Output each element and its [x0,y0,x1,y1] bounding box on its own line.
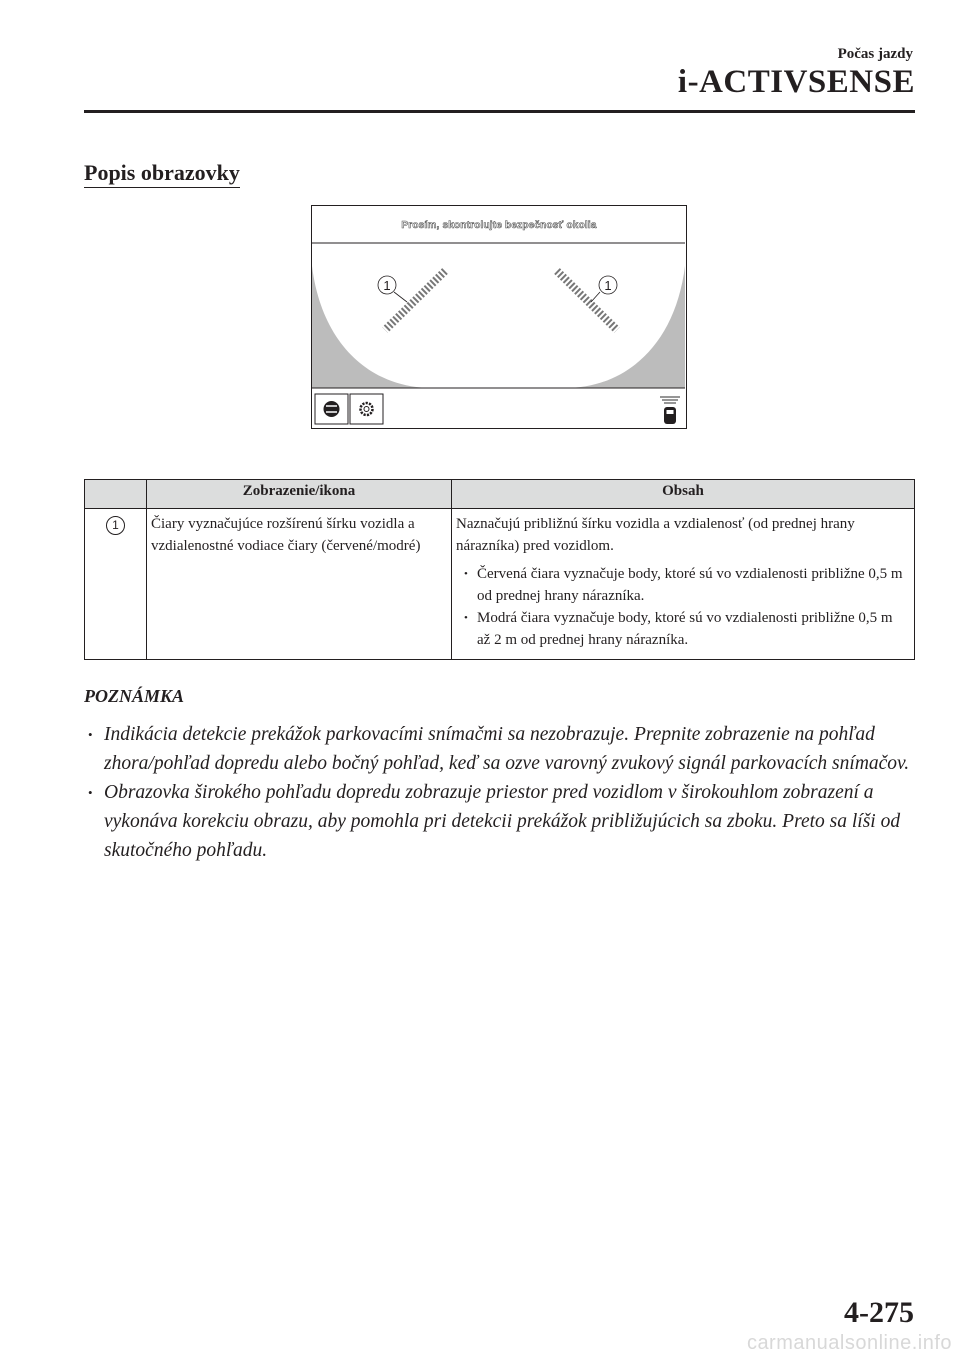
camera-screen-illustration [311,205,687,429]
row-bullet-list [456,563,906,651]
row-number-circle: 1 [106,516,125,535]
list-item: • Obrazovka širokého pohľadu dopredu zobrazuje priestor pred vozidlom v širokouhlom zobrazení a vykonáva korekciu obrazu, aby pomohla pri detekcii prekážok približujúcich sa zboku. Preto sa líši od skutočného pohľadu. [84,778,914,865]
list-item: • Červená čiara vyznačuje body, ktoré sú vo vzdialenosti približne 0,5 m od prednej hrany nárazníka. [456,563,906,607]
table-row [85,509,915,660]
callout-label-left: 1 [383,278,391,293]
header-section: Počas jazdy [837,46,913,62]
page-number: 4-275 [844,1296,914,1329]
row-number-cell [85,509,147,660]
row-display-cell: Čiary vyznačujúce rozšírenú šírku vozidla a vzdialenostné vodiace čiary (červené/modré) [147,509,452,660]
view-switch-icon [315,394,348,424]
watermark: carmanualsonline.info [746,1332,952,1354]
list-item: • Indikácia detekcie prekážok parkovacími snímačmi sa nezobrazuje. Prepnite zobrazenie na pohľad zhora/pohľad dopredu alebo bočný pohľad, keď sa ozve varovný zvukový signál parkovacích snímačov. [84,720,914,778]
callout-label-right: 1 [604,278,612,293]
header-rule [84,110,915,113]
header-number [85,480,147,509]
settings-icon [350,394,383,424]
note-list [84,720,914,865]
list-item: • Modrá čiara vyznačuje body, ktoré sú vo vzdialenosti približne 0,5 m až 2 m od prednej hrany nárazníka. [456,607,906,651]
row-description: Naznačujú približnú šírku vozidla a vzdialenosť (od prednej hrany nárazníka) pred vozidlom. [456,516,855,554]
info-table [84,479,915,660]
note-title: POZNÁMKA [84,686,185,706]
header-chapter: i-ACTIVSENSE [677,64,915,100]
screen-warning-message: Prosím, skontrolujte bezpečnosť okolia [401,220,597,231]
section-title: Popis obrazovky [84,160,240,188]
header-content: Obsah [452,480,915,509]
camera-view-drawing [312,206,685,427]
header-display: Zobrazenie/ikona [147,480,452,509]
table-header-row [85,480,915,509]
parking-sensor-car-icon [660,397,680,424]
ground-area [312,266,685,388]
row-content-cell [452,509,915,660]
